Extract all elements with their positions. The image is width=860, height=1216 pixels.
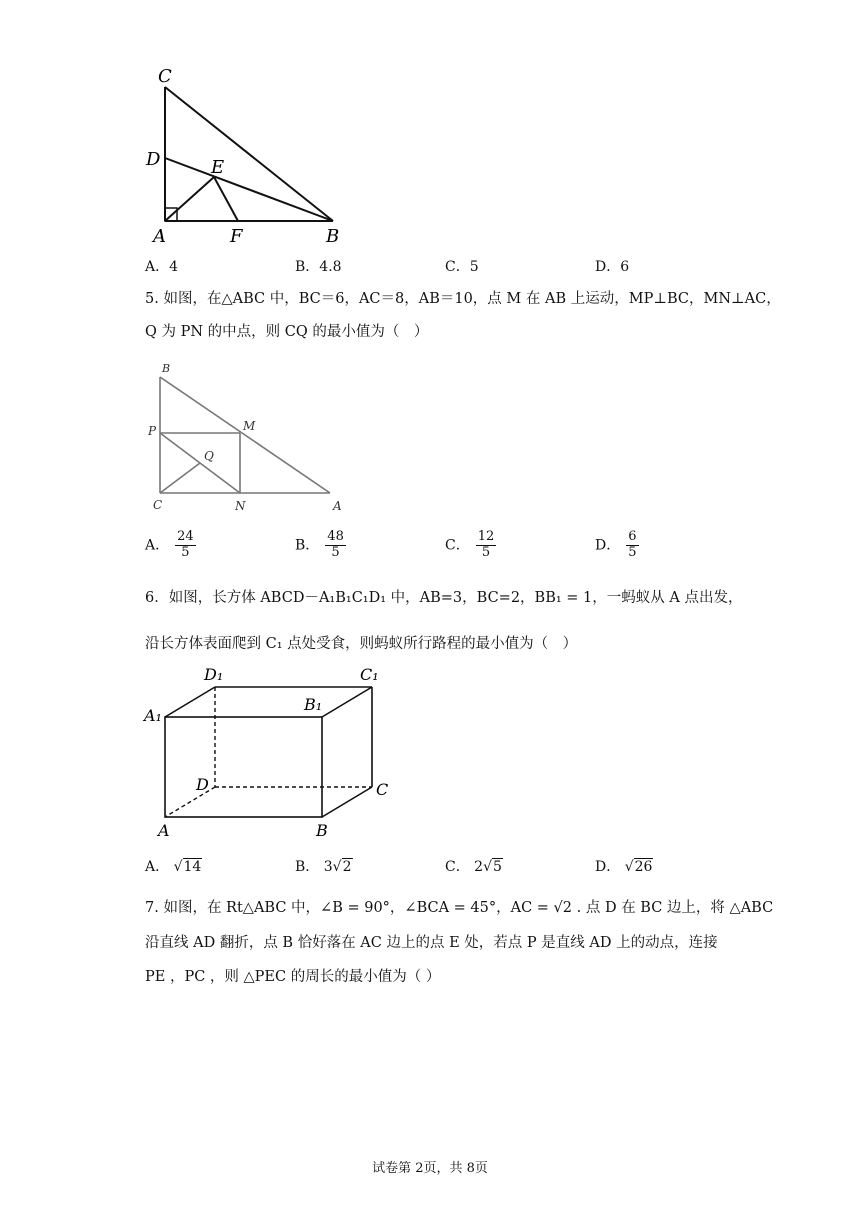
- q5-option-a[interactable]: [145, 530, 196, 561]
- q6-line1: 6．如图，长方体 ABCD－A₁B₁C₁D₁ 中，AB=3，BC=2，BB₁ = 1，一蚂蚁从 A 点出发，: [145, 590, 743, 606]
- sqrt: √26: [624, 859, 653, 875]
- denominator: 5: [331, 544, 340, 560]
- q6-option-d[interactable]: [595, 856, 653, 876]
- page-footer: 试卷第 2页，共 8页: [372, 1161, 488, 1176]
- label-m: M: [243, 419, 256, 433]
- fraction: [175, 530, 196, 561]
- numerator: 48: [327, 529, 344, 544]
- label-c1: C₁: [360, 665, 379, 684]
- option-letter: B．: [295, 859, 320, 875]
- label-b1: B₁: [304, 695, 323, 714]
- label-d: D: [196, 775, 209, 794]
- radicand: 5: [493, 859, 502, 875]
- option-letter: D．: [595, 259, 621, 275]
- option-letter: B．: [295, 537, 320, 554]
- q6-line2: 沿长方体表面爬到 C₁ 点处受食，则蚂蚁所行路程的最小值为（ ）: [145, 636, 578, 652]
- fraction: [325, 530, 346, 561]
- q4-option-c[interactable]: [445, 256, 479, 276]
- label-a: A: [153, 226, 166, 247]
- option-letter: A．: [145, 259, 170, 275]
- option-value: 4.8: [319, 259, 342, 275]
- fraction: [476, 530, 497, 561]
- option-value: 4: [169, 259, 179, 275]
- label-b: B: [162, 362, 171, 375]
- option-value: 6: [620, 259, 630, 275]
- label-p: P: [148, 424, 157, 438]
- label-b: B: [326, 226, 340, 247]
- q7-line2: 沿直线 AD 翻折，点 B 恰好落在 AC 边上的点 E 处，若点 P 是直线 AD 上的动点，连接: [145, 935, 718, 951]
- label-c: C: [376, 780, 389, 799]
- radicand: 2: [342, 859, 352, 875]
- denominator: 5: [481, 544, 491, 560]
- coefficient: 2: [474, 859, 484, 875]
- q5-option-c[interactable]: [445, 530, 496, 561]
- label-q: Q: [204, 449, 214, 463]
- q6-option-b[interactable]: [295, 856, 353, 876]
- q7-line3: PE ，PC ，则 △PEC 的周长的最小值为（ ）: [145, 969, 441, 985]
- radicand: 14: [183, 859, 202, 875]
- denominator: 5: [181, 544, 190, 560]
- figure-q5-triangle: [140, 355, 360, 520]
- label-a1: A₁: [144, 706, 162, 725]
- q4-option-a[interactable]: [145, 256, 178, 276]
- q7-line1: 7. 如图，在 Rt△ABC 中，∠B = 90°，∠BCA = 45°，AC = √2 . 点 D 在 BC 边上，将 △ABC: [145, 900, 774, 916]
- sqrt: √5: [483, 859, 502, 875]
- radicand: 26: [634, 859, 653, 875]
- q5-option-b[interactable]: [295, 530, 346, 561]
- numerator: 24: [177, 529, 194, 544]
- option-letter: B．: [295, 259, 320, 275]
- label-c: C: [158, 66, 172, 87]
- q6-option-a[interactable]: [145, 856, 202, 876]
- q4-option-b[interactable]: [295, 256, 342, 276]
- label-a: A: [158, 821, 170, 840]
- q5-option-d[interactable]: [595, 530, 639, 561]
- sqrt: √14: [173, 859, 202, 875]
- label-d1: D₁: [204, 665, 224, 684]
- q4-option-d[interactable]: [595, 256, 629, 276]
- label-e: E: [211, 157, 225, 178]
- denominator: 5: [628, 544, 637, 560]
- q5-line1: 5. 如图，在△ABC 中，BC＝6，AC＝8，AB＝10，点 M 在 AB 上运动，MP⊥BC，MN⊥AC，: [145, 291, 781, 307]
- q6-option-c[interactable]: [445, 856, 503, 876]
- option-value: 5: [469, 259, 479, 275]
- option-letter: D．: [595, 537, 621, 554]
- figure-triangle-cdefab: [140, 60, 360, 250]
- coefficient: 3: [323, 859, 333, 875]
- option-letter: C．: [445, 537, 470, 554]
- figure-q6-cuboid: [140, 660, 400, 845]
- numerator: 6: [628, 529, 637, 544]
- fraction: [626, 530, 638, 561]
- q5-line2: Q 为 PN 的中点，则 CQ 的最小值为（ ）: [145, 324, 429, 340]
- option-letter: A．: [145, 537, 170, 554]
- option-letter: C．: [445, 859, 470, 875]
- option-letter: A．: [145, 859, 170, 875]
- sqrt: √2: [332, 859, 352, 875]
- option-letter: D．: [595, 859, 621, 875]
- label-b: B: [316, 821, 328, 840]
- label-f: F: [230, 226, 243, 247]
- label-d: D: [146, 149, 161, 170]
- label-c: C: [153, 498, 163, 512]
- label-n: N: [235, 499, 246, 513]
- numerator: 12: [477, 529, 495, 544]
- label-a: A: [333, 499, 342, 513]
- option-letter: C．: [445, 259, 470, 275]
